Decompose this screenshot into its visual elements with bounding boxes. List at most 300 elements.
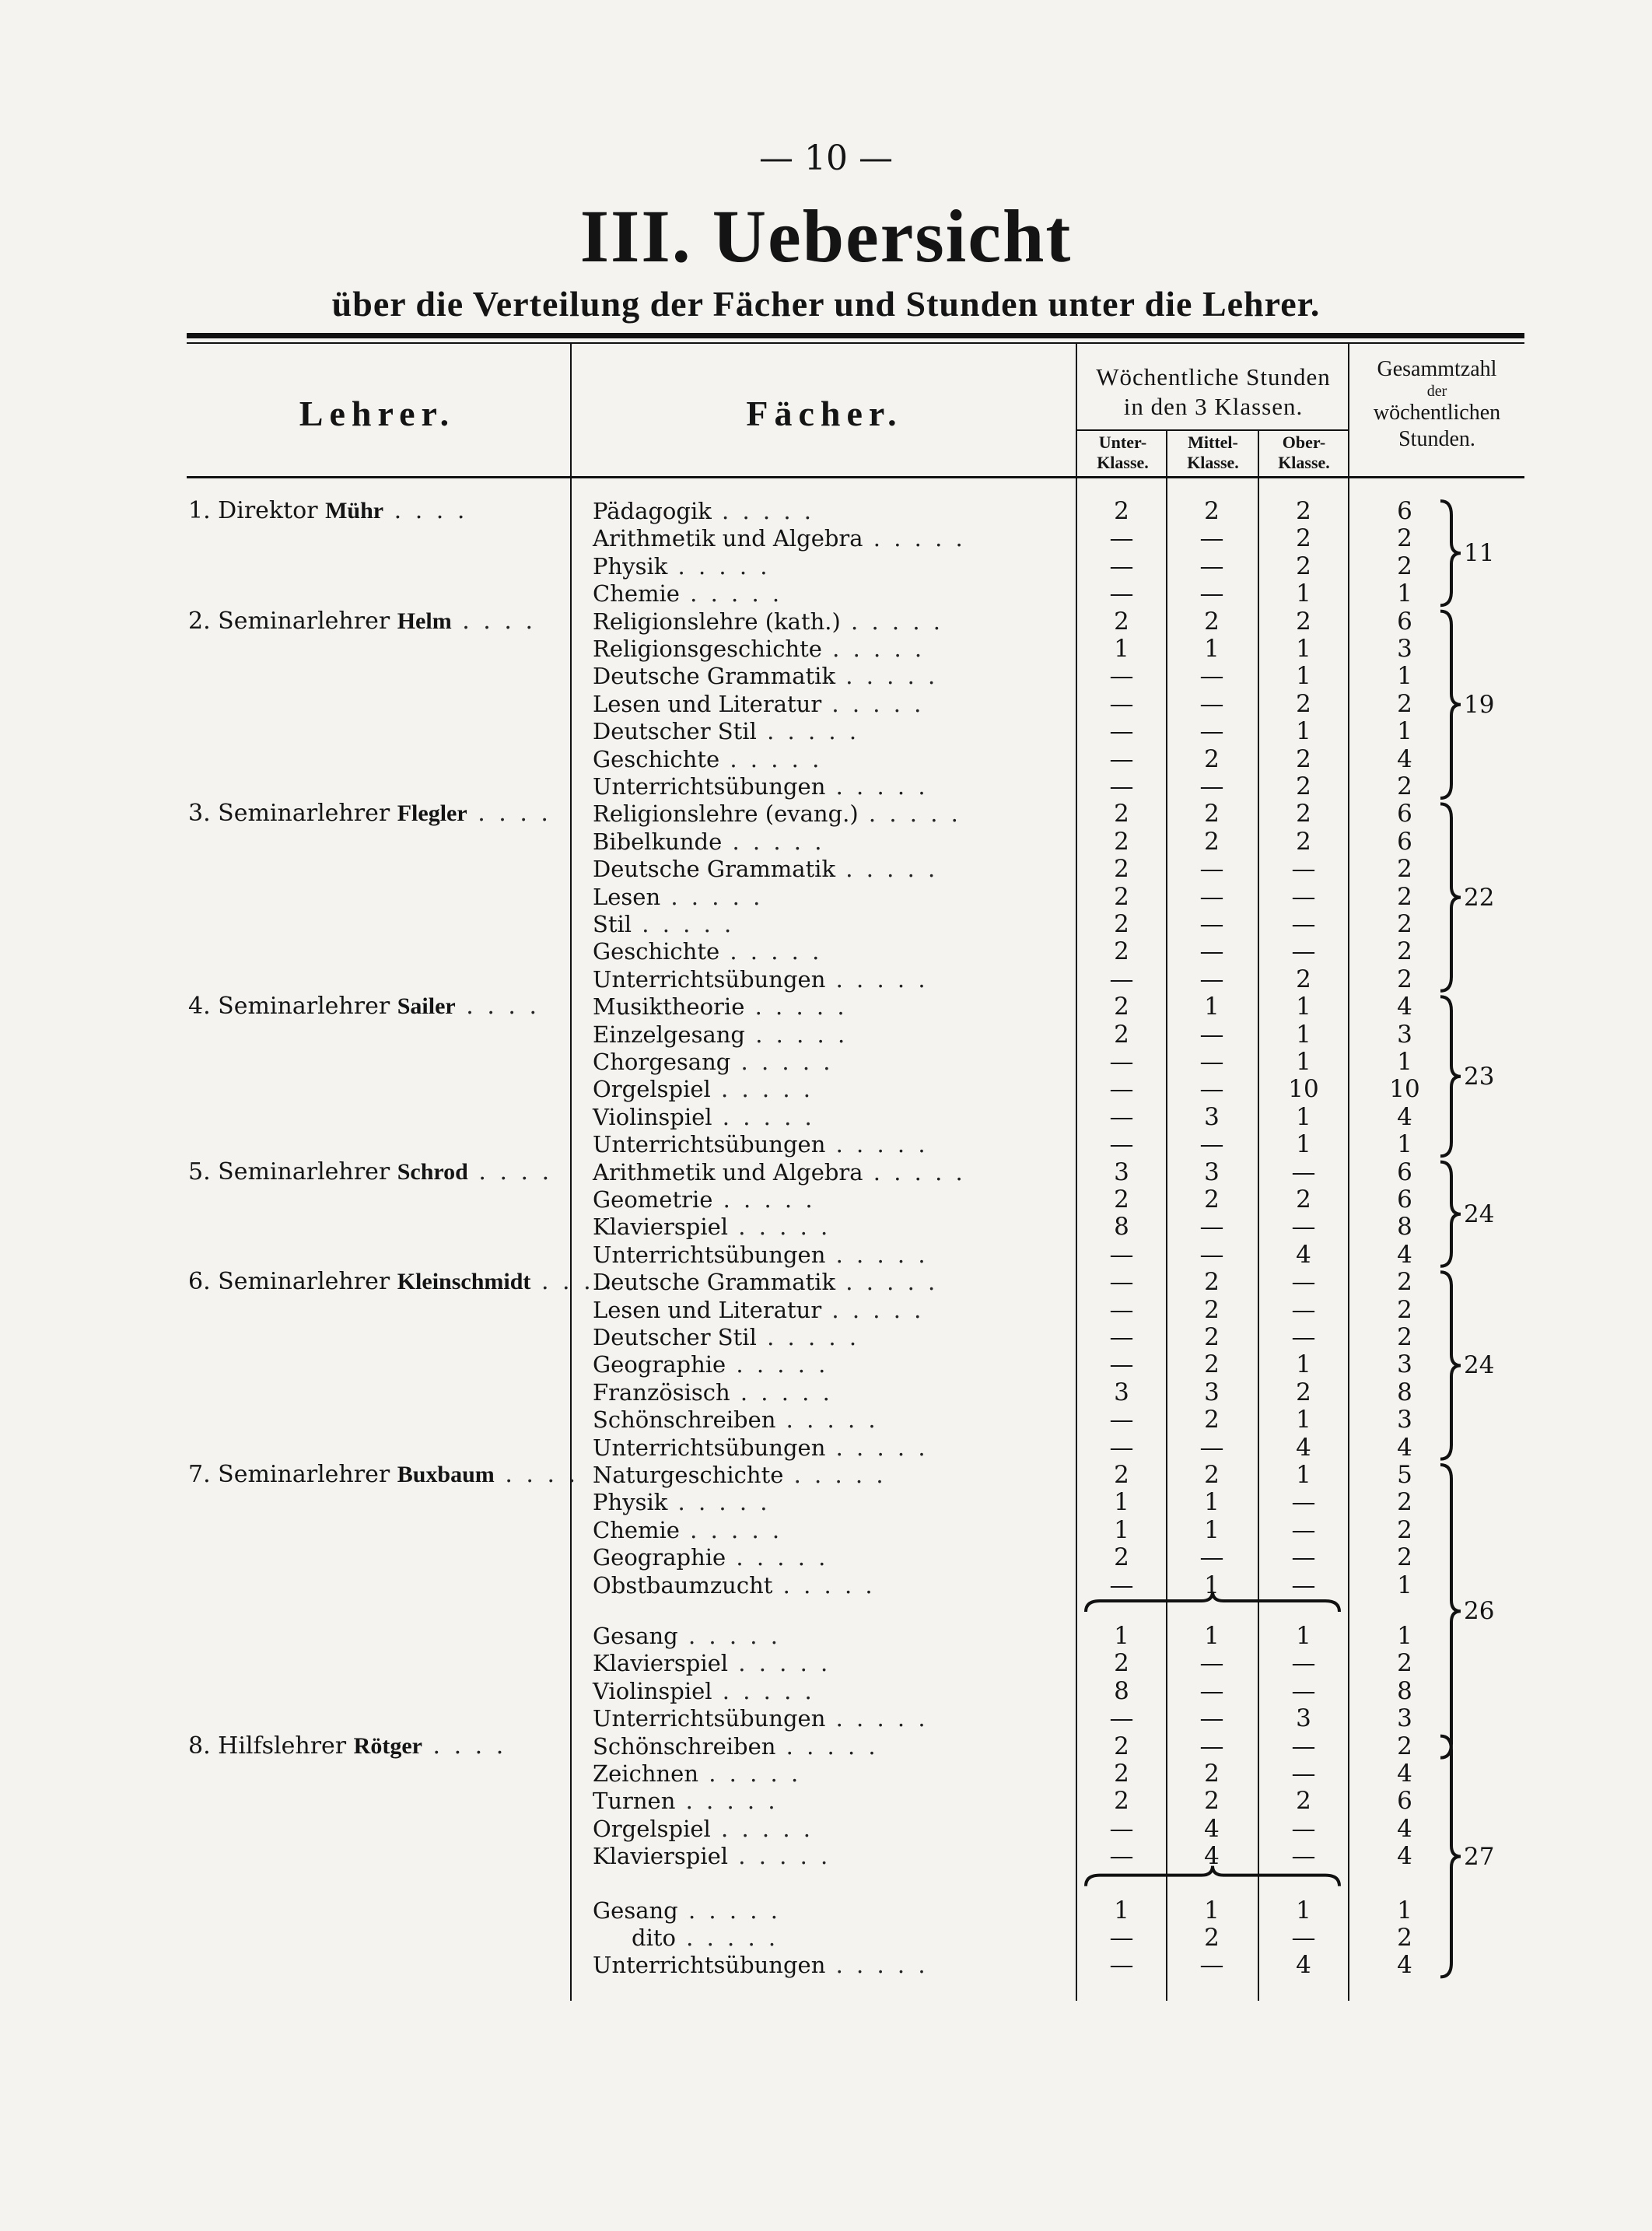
hours-unter: 2	[1114, 1543, 1129, 1572]
hours-mittel: —	[1199, 1075, 1224, 1104]
leader-dots: . . . . .	[660, 883, 764, 910]
hours-unter: —	[1109, 1323, 1134, 1351]
leader-dots: . . . . .	[835, 663, 939, 690]
hours-unter: 1	[1114, 1488, 1129, 1517]
hours-total: 3	[1397, 635, 1412, 663]
teacher-role: Direktor	[218, 497, 326, 524]
hours-unter: 2	[1114, 1186, 1129, 1214]
table-header-rule	[187, 476, 1524, 478]
hours-mittel: 2	[1204, 827, 1220, 856]
subject-name: Deutsche Grammatik	[593, 856, 836, 883]
teacher-name: Buxbaum	[397, 1462, 495, 1487]
subject-name: Geographie	[593, 1544, 726, 1571]
hours-unter: —	[1109, 1102, 1134, 1131]
hours-ober: 1	[1296, 717, 1311, 746]
subject-name: Geographie	[593, 1351, 726, 1378]
hours-total: 6	[1397, 827, 1412, 856]
page-subtitle: über die Verteilung der Fächer und Stunden unter die Lehrer.	[331, 284, 1321, 324]
column-divider	[1166, 429, 1167, 2001]
hours-unter: 2	[1114, 800, 1129, 828]
column-divider	[1348, 344, 1349, 2001]
subject-name: Geschichte	[593, 745, 720, 772]
subject-name: Religionslehre (kath.)	[593, 608, 841, 635]
hours-unter: —	[1109, 1406, 1134, 1434]
leader-dots: . . . . .	[835, 856, 939, 883]
subject-cell	[593, 1186, 816, 1213]
leader-dots: . . . .	[451, 607, 536, 635]
subject-cell	[593, 498, 814, 524]
hours-total: 2	[1397, 1488, 1412, 1517]
hours-total: 4	[1397, 744, 1412, 773]
hours-ober: —	[1291, 1649, 1316, 1678]
hours-unter: 2	[1114, 1020, 1129, 1049]
group-total: 26	[1464, 1597, 1495, 1626]
hours-ober: 2	[1296, 1787, 1311, 1816]
hours-mittel: —	[1199, 1543, 1224, 1572]
hours-total: 1	[1397, 580, 1412, 608]
subject-cell	[593, 773, 929, 800]
hours-total: 4	[1397, 1102, 1412, 1131]
subject-cell	[593, 636, 925, 662]
subject-cell	[593, 553, 771, 580]
hours-unter: —	[1109, 1704, 1134, 1733]
group-total: 23	[1464, 1062, 1495, 1091]
teacher-number: 6.	[188, 1268, 219, 1296]
teacher-name: Helm	[397, 608, 452, 634]
leader-dots: . . . . .	[722, 828, 825, 855]
teacher-number: 3.	[188, 800, 219, 828]
leader-dots: . . . . .	[677, 1623, 781, 1649]
hours-total: 1	[1397, 1896, 1412, 1925]
hours-unter: 2	[1114, 855, 1129, 884]
hours-mittel: 1	[1204, 1896, 1220, 1925]
hours-mittel: —	[1199, 937, 1224, 966]
subject-cell	[593, 1021, 848, 1048]
subject-cell	[593, 1131, 929, 1158]
subject-cell	[593, 911, 734, 937]
hours-mittel: —	[1199, 1676, 1224, 1705]
subject-cell	[593, 1705, 929, 1732]
hours-unter: —	[1109, 1240, 1134, 1269]
hours-ober: —	[1291, 1732, 1316, 1760]
leader-dots: . . . . .	[825, 1952, 929, 1979]
header-gesamt-line1: Gesammtzahl	[1377, 357, 1497, 381]
hours-mittel: 2	[1204, 1186, 1220, 1214]
hours-ober: —	[1291, 937, 1316, 966]
subject-name: Chemie	[593, 580, 680, 608]
teacher-role: Seminarlehrer	[218, 800, 397, 828]
leader-dots: . . . .	[422, 1732, 507, 1760]
subject-name: Orgelspiel	[593, 1815, 711, 1842]
hours-unter: 2	[1114, 1461, 1129, 1489]
teacher-entry	[188, 498, 467, 524]
leader-dots: . . . . .	[772, 1571, 876, 1599]
hours-ober: 1	[1296, 1350, 1311, 1379]
leader-dots: . . . . .	[679, 1516, 783, 1543]
teacher-role: Seminarlehrer	[218, 1158, 397, 1186]
hours-unter: —	[1109, 552, 1134, 580]
hours-mittel: 3	[1204, 1158, 1220, 1186]
hours-mittel: —	[1199, 882, 1224, 911]
subject-cell	[593, 746, 822, 772]
subject-name: Schönschreiben	[593, 1406, 776, 1434]
hours-total: 2	[1397, 772, 1412, 800]
leader-dots: . . . . .	[821, 690, 925, 717]
subject-name: Arithmetik und Algebra	[593, 525, 863, 552]
subject-cell	[593, 1843, 831, 1869]
teacher-name: Schrod	[397, 1158, 468, 1185]
header-oberklasse	[1259, 433, 1349, 473]
hours-mittel: —	[1199, 552, 1224, 580]
hours-mittel: 3	[1204, 1102, 1220, 1131]
page-number: — 10 —	[759, 138, 893, 178]
hours-unter: —	[1109, 965, 1134, 993]
leader-dots: . . . . .	[712, 1677, 815, 1704]
hours-ober: 2	[1296, 524, 1311, 553]
hours-total: 2	[1397, 1295, 1412, 1324]
hours-ober: 2	[1296, 497, 1311, 525]
leader-dots: . . . . .	[728, 1650, 831, 1677]
hours-mittel: 1	[1204, 1515, 1220, 1544]
hours-mittel: —	[1199, 1213, 1224, 1242]
hours-mittel: 4	[1204, 1814, 1220, 1843]
subject-cell	[593, 1517, 782, 1543]
subject-cell	[593, 1214, 831, 1240]
leader-dots: . . . . .	[744, 1021, 849, 1048]
hours-total: 2	[1397, 1515, 1412, 1544]
leader-dots: . . . . .	[825, 773, 929, 800]
header-weekly-line2: in den 3 Klassen.	[1123, 393, 1304, 420]
subject-cell	[593, 966, 929, 993]
hours-total: 8	[1397, 1676, 1412, 1705]
hours-unter: —	[1109, 524, 1134, 553]
subject-cell	[593, 1351, 828, 1378]
leader-dots: . . . . .	[726, 1544, 829, 1571]
group-total: 24	[1464, 1351, 1495, 1380]
leader-dots: . . . . .	[825, 1434, 929, 1461]
hours-ober: 1	[1296, 580, 1311, 608]
hours-ober: —	[1291, 1323, 1316, 1351]
hours-mittel: 2	[1204, 1787, 1220, 1816]
hours-unter: —	[1109, 1130, 1134, 1159]
leader-dots: . . . . .	[775, 1732, 879, 1760]
hours-mittel: —	[1199, 1433, 1224, 1462]
subject-cell	[632, 1925, 779, 1951]
subject-name: Physik	[593, 552, 668, 580]
hours-ober: —	[1291, 1295, 1316, 1324]
subject-name: Religionslehre (evang.)	[593, 800, 859, 828]
hours-ober: 2	[1296, 552, 1311, 580]
hours-total: 1	[1397, 717, 1412, 746]
hours-ober: —	[1291, 910, 1316, 938]
subject-cell	[593, 1462, 887, 1488]
hours-total: 8	[1397, 1378, 1412, 1406]
teacher-entry	[188, 1159, 552, 1186]
hours-ober: 10	[1288, 1075, 1319, 1104]
subject-name: Unterrichtsübungen	[593, 1952, 826, 1979]
subject-cell	[593, 1760, 801, 1787]
subject-cell	[593, 800, 961, 827]
header-unter-line1: Unter-	[1098, 433, 1147, 452]
hours-unter: 2	[1114, 497, 1129, 525]
leader-dots: . . . . .	[825, 965, 929, 993]
hours-ober: —	[1291, 1213, 1316, 1242]
teacher-entry	[188, 608, 536, 635]
hours-total: 2	[1397, 965, 1412, 993]
subject-name: Geometrie	[593, 1186, 713, 1213]
hours-total: 4	[1397, 1842, 1412, 1871]
leader-dots: . . . . .	[711, 498, 814, 524]
hours-total: 3	[1397, 1704, 1412, 1733]
teacher-number: 2.	[188, 607, 219, 635]
leader-dots: . . . . .	[728, 1843, 831, 1870]
hours-total: 4	[1397, 1951, 1412, 1980]
subject-name: Lesen und Literatur	[593, 690, 822, 717]
group-total: 19	[1464, 690, 1495, 719]
subject-name: Gesang	[593, 1897, 678, 1924]
hours-mittel: 2	[1204, 1461, 1220, 1489]
leader-dots: . . . .	[494, 1461, 579, 1488]
hours-ober: 1	[1296, 1461, 1311, 1489]
hours-unter: —	[1109, 717, 1134, 746]
hours-unter: 2	[1114, 827, 1129, 856]
leader-dots: . . . .	[467, 1158, 553, 1186]
hours-unter: —	[1109, 1075, 1134, 1104]
subject-cell	[593, 1269, 938, 1295]
subject-name: Deutsche Grammatik	[593, 663, 836, 690]
hours-ober: —	[1291, 1543, 1316, 1572]
hours-ober: —	[1291, 1924, 1316, 1952]
hours-mittel: 3	[1204, 1378, 1220, 1406]
header-gesamtzahl	[1349, 356, 1524, 453]
header-weekly-line1: Wöchentliche Stunden	[1096, 363, 1331, 391]
subject-cell	[593, 1406, 879, 1433]
hours-total: 3	[1397, 1350, 1412, 1379]
leader-dots: . . . . .	[719, 938, 823, 965]
subject-name: Violinspiel	[593, 1103, 712, 1130]
hours-unter: —	[1109, 772, 1134, 800]
subject-cell	[593, 718, 859, 744]
hours-total: 2	[1397, 1323, 1412, 1351]
teacher-name: Rötger	[353, 1732, 422, 1759]
hours-mittel: —	[1199, 1240, 1224, 1269]
subject-cell	[593, 1159, 966, 1186]
subject-cell	[593, 1049, 834, 1075]
subject-name: Unterrichtsübungen	[593, 1434, 826, 1461]
hours-mittel: 1	[1204, 1571, 1220, 1599]
hours-ober: 2	[1296, 1378, 1311, 1406]
hours-ober: 1	[1296, 1102, 1311, 1131]
hours-unter: 2	[1114, 1732, 1129, 1760]
hours-unter: —	[1109, 1433, 1134, 1462]
hours-ober: —	[1291, 855, 1316, 884]
subject-cell	[593, 1544, 828, 1571]
hours-ober: 4	[1296, 1240, 1311, 1269]
hours-mittel: —	[1199, 1704, 1224, 1733]
teacher-role: Seminarlehrer	[218, 993, 397, 1021]
group-total: 11	[1464, 539, 1495, 568]
hours-unter: 2	[1114, 1760, 1129, 1788]
subject-cell	[593, 1572, 876, 1599]
hours-ober: 2	[1296, 607, 1311, 636]
subject-cell	[593, 1379, 833, 1406]
hours-mittel: —	[1199, 965, 1224, 993]
hours-total: 2	[1397, 1924, 1412, 1952]
leader-dots: . . . . .	[728, 1214, 831, 1241]
hours-total: 4	[1397, 1433, 1412, 1462]
hours-total: 3	[1397, 1020, 1412, 1049]
hours-unter: —	[1109, 1048, 1134, 1076]
header-mittel-line2: Klasse.	[1187, 453, 1239, 472]
hours-ober: 1	[1296, 1406, 1311, 1434]
hours-mittel: 4	[1204, 1842, 1220, 1871]
hours-total: 2	[1397, 524, 1412, 553]
hours-ober: 2	[1296, 772, 1311, 800]
subject-name: Schönschreiben	[593, 1732, 776, 1760]
hours-total: 2	[1397, 689, 1412, 718]
hours-total: 6	[1397, 1186, 1412, 1214]
subject-cell	[593, 856, 938, 882]
subject-cell	[593, 1489, 771, 1515]
hours-total: 4	[1397, 1760, 1412, 1788]
leader-dots: . . . . .	[775, 1406, 879, 1434]
leader-dots: . . . . .	[679, 580, 783, 608]
subject-name: Unterrichtsübungen	[593, 1131, 826, 1158]
hours-mittel: —	[1199, 1649, 1224, 1678]
hours-total: 2	[1397, 882, 1412, 911]
hours-unter: 8	[1114, 1213, 1129, 1242]
leader-dots: . . . . .	[710, 1076, 814, 1103]
leader-dots: . . . . .	[835, 1269, 939, 1296]
subject-name: Orgelspiel	[593, 1076, 711, 1103]
hours-total: 1	[1397, 662, 1412, 691]
subject-name: Chemie	[593, 1516, 680, 1543]
subject-name: Pädagogik	[593, 498, 712, 524]
teacher-name: Sailer	[397, 993, 456, 1020]
group-total: 24	[1464, 1200, 1495, 1228]
hours-total: 6	[1397, 1158, 1412, 1186]
hours-ober: —	[1291, 1158, 1316, 1186]
subject-name: Musiktheorie	[593, 993, 745, 1021]
column-divider	[1076, 344, 1077, 2001]
hours-unter: —	[1109, 1924, 1134, 1952]
subject-cell	[593, 580, 782, 607]
subject-name: Naturgeschichte	[593, 1462, 784, 1488]
hours-total: 6	[1397, 1787, 1412, 1816]
hours-ober: 2	[1296, 965, 1311, 993]
hours-ober: —	[1291, 1571, 1316, 1599]
subject-name: Deutscher Stil	[593, 1324, 757, 1350]
leader-dots: . . . . .	[726, 1351, 829, 1378]
hours-unter: 8	[1114, 1676, 1129, 1705]
teacher-name: Mühr	[325, 498, 384, 524]
subject-cell	[593, 884, 763, 910]
subject-cell	[593, 1324, 859, 1350]
leader-dots: . . . . .	[677, 1897, 781, 1924]
hours-unter: 1	[1114, 1515, 1129, 1544]
leader-dots: . . . .	[383, 497, 468, 524]
leader-dots: . . . . .	[698, 1760, 802, 1787]
hours-unter: —	[1109, 689, 1134, 718]
leader-dots: . . . . .	[840, 608, 943, 635]
subject-cell	[593, 1076, 814, 1102]
hours-mittel: —	[1199, 1048, 1224, 1076]
leader-dots: . . . . .	[821, 1296, 925, 1323]
hours-ober: 1	[1296, 1622, 1311, 1650]
hours-ober: 1	[1296, 1020, 1311, 1049]
hours-total: 2	[1397, 1649, 1412, 1678]
teacher-role: Hilfslehrer	[218, 1732, 354, 1760]
leader-dots: . . . . .	[821, 636, 926, 662]
hours-ober: 4	[1296, 1951, 1311, 1980]
column-divider	[1258, 429, 1259, 2001]
hours-mittel: 2	[1204, 1268, 1220, 1297]
hours-total: 3	[1397, 1406, 1412, 1434]
leader-dots: . . . . .	[710, 1815, 814, 1842]
subject-cell	[593, 1897, 781, 1924]
leader-dots: . . . . .	[730, 1049, 834, 1075]
teacher-name: Flegler	[397, 800, 467, 827]
table-top-rule	[187, 333, 1524, 338]
hours-mittel: 1	[1204, 993, 1220, 1021]
hours-ober: —	[1291, 1515, 1316, 1544]
hours-mittel: —	[1199, 1130, 1224, 1159]
hours-ober: 1	[1296, 1896, 1311, 1925]
header-mittel-line1: Mittel-	[1188, 433, 1238, 452]
leader-dots: . . . . .	[756, 718, 860, 745]
hours-total: 6	[1397, 607, 1412, 636]
subject-cell	[593, 608, 943, 635]
leader-dots: . . . . .	[675, 1788, 779, 1815]
header-gesamt-line3: wöchentlichen	[1373, 401, 1501, 425]
subject-cell	[593, 525, 966, 552]
header-faecher: Fächer.	[746, 394, 903, 433]
leader-dots: . . . . .	[863, 1158, 966, 1186]
hours-unter: 2	[1114, 1787, 1129, 1816]
subject-name: Gesang	[593, 1623, 678, 1649]
leader-dots: . . . . .	[783, 1462, 887, 1488]
page-title: III. Uebersicht	[579, 194, 1073, 278]
hours-mittel: —	[1199, 855, 1224, 884]
hours-ober: 2	[1296, 1186, 1311, 1214]
leader-dots: . . . .	[455, 993, 541, 1021]
hours-unter: 2	[1114, 607, 1129, 636]
teacher-number: 8.	[188, 1732, 219, 1760]
hours-mittel: 2	[1204, 744, 1220, 773]
subject-name: dito	[632, 1925, 676, 1951]
hours-ober: 1	[1296, 993, 1311, 1021]
hours-unter: 1	[1114, 635, 1129, 663]
hours-mittel: —	[1199, 580, 1224, 608]
hours-ober: 1	[1296, 1048, 1311, 1076]
subject-name: Stil	[593, 911, 632, 937]
subject-name: Deutsche Grammatik	[593, 1269, 836, 1296]
subject-name: Lesen und Literatur	[593, 1296, 822, 1323]
header-lehrer: Lehrer.	[299, 394, 456, 433]
hours-ober: 2	[1296, 744, 1311, 773]
hours-unter: 2	[1114, 882, 1129, 911]
subject-cell	[593, 1242, 929, 1268]
subject-cell	[593, 993, 848, 1020]
subject-name: Unterrichtsübungen	[593, 1705, 826, 1732]
subject-cell	[593, 1297, 924, 1323]
hours-total: 2	[1397, 1732, 1412, 1760]
hours-mittel: 2	[1204, 497, 1220, 525]
subject-name: Lesen	[593, 883, 661, 910]
hours-ober: —	[1291, 1842, 1316, 1871]
header-ober-line2: Klasse.	[1278, 453, 1330, 472]
hours-ober: 1	[1296, 662, 1311, 691]
